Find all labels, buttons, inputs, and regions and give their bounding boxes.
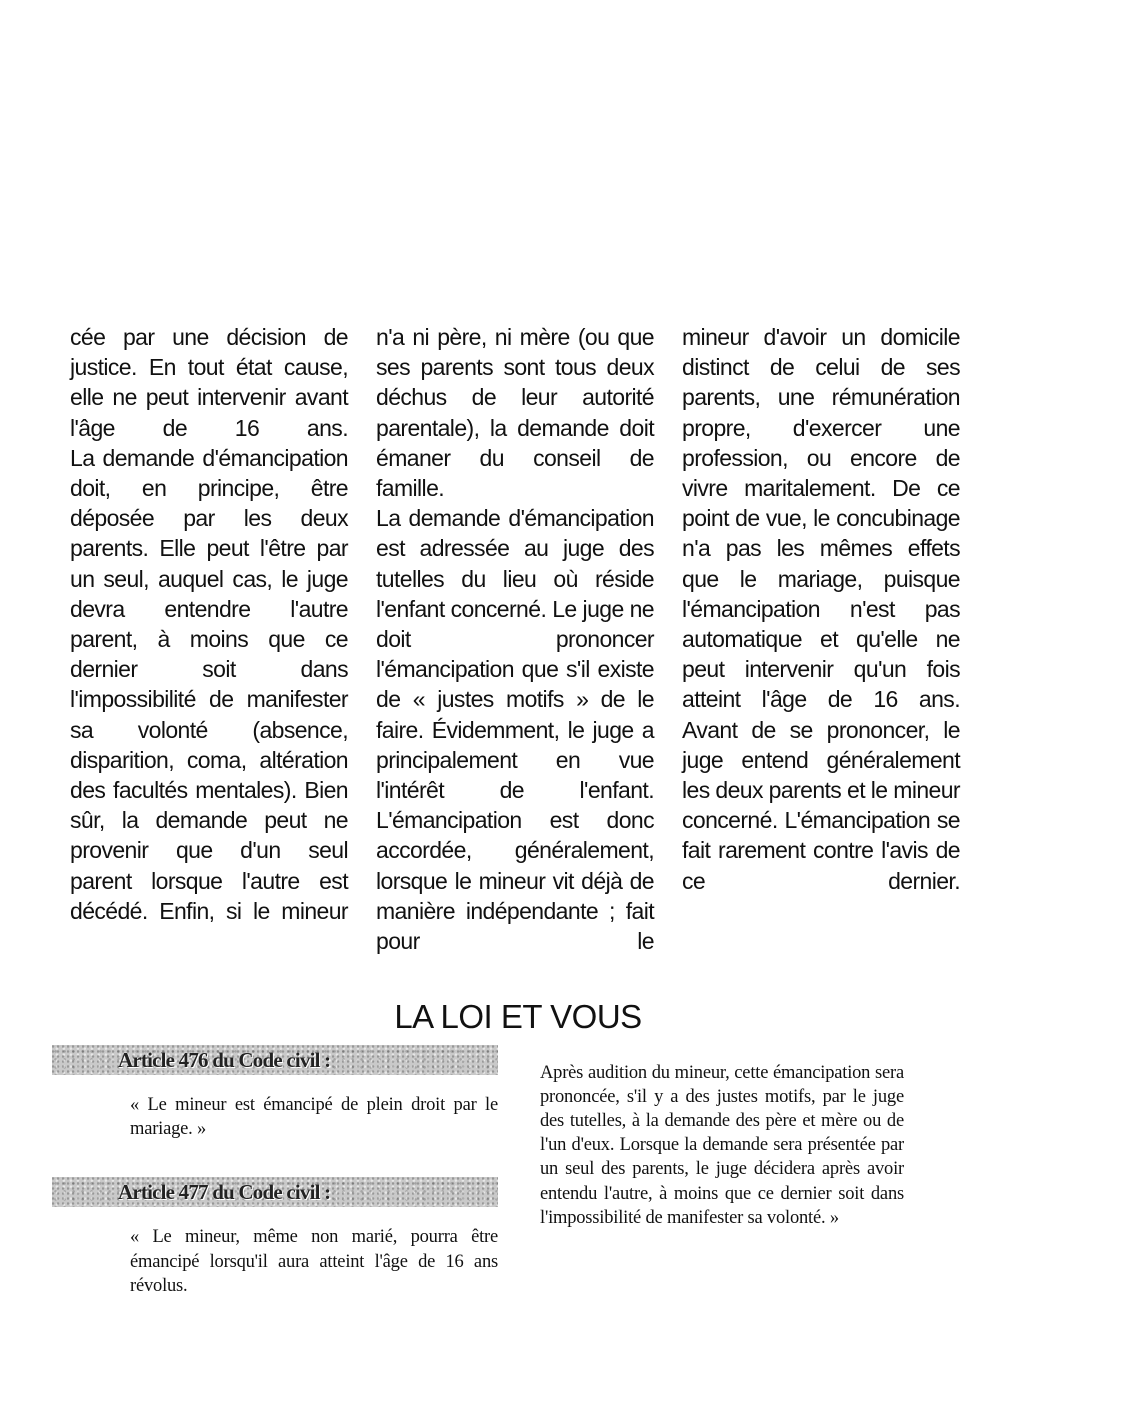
article-paragraph: La demande d'émancipation doit, en principe, être déposée par les deux parents. Elle peut l'être par un seul, auquel cas, le juge devra entendre l'autre parent, à moins que ce dernier soit dans l'impossibilité de manifester sa volonté (absence, disparition, coma, altération des facultés mentales). Bien sûr, la demande peut ne provenir que d'un seul parent lorsque l'autre est décédé. Enfin, si le mineur <box>70 444 348 924</box>
article-paragraph: La demande d'émancipation est adressée au juge des tutelles du lieu où réside l'enfant concerné. Le juge ne doit prononcer l'émancipation que s'il existe de « justes motifs » de le faire. Évidemment, le juge a principalement en vue l'intérêt de l'enfant. L'émancipation est donc accordée, généralement, lorsque le mineur vit déjà de manière indépendante ; fait pour le <box>376 505 654 955</box>
article-477-heading <box>52 1177 498 1207</box>
article-477-quote: « Le mineur, même non marié, pourra être émancipé lorsqu'il aura atteint l'âge de 16 ans révolus. <box>130 1227 498 1296</box>
article-476-quote: « Le mineur est émancipé de plein droit par le mariage. » <box>130 1095 498 1140</box>
section-title: LA LOI ET VOUS <box>394 998 642 1035</box>
article-paragraph: cée par une décision de justice. En tout état cause, elle ne peut intervenir avant l'âge de 16 ans. <box>70 324 348 441</box>
article-column-3 <box>682 322 960 956</box>
article-paragraph: mineur d'avoir un domicile distinct de celui de ses parents, une rémunération propre, d'exercer une profession, ou encore de vivre maritalement. De ce point de vue, le concubinage n'a pas les mêmes effets que le mariage, puisque l'émancipation n'est pas automatique et qu'elle ne peut intervenir qu'un fois atteint l'âge de 16 ans. <box>682 324 960 713</box>
article-heading-label: Article 476 du Code civil : <box>118 1048 331 1072</box>
article-column-2 <box>376 322 654 956</box>
article-columns <box>70 322 960 956</box>
article-476-heading <box>52 1045 498 1075</box>
article-477-continuation: Après audition du mineur, cette émancipation sera prononcée, s'il y a des justes motifs, par le juge des tutelles, à la demande des père et mère ou de l'un d'eux. Lorsque la demande sera présentée par un seul des parents, le juge décidera après avoir entendu l'autre, à moins que ce dernier soit dans l'impossibilité de manifester sa volonté. » <box>540 1062 904 1228</box>
article-paragraph: n'a ni père, ni mère (ou que ses parents sont tous deux déchus de leur autorité parentale), la demande doit émaner du conseil de famille. <box>376 324 654 502</box>
article-paragraph: Avant de se prononcer, le juge entend généralement les deux parents et le mineur concerné. L'émancipation se fait rarement contre l'avis de ce dernier. <box>682 716 960 894</box>
article-heading-label: Article 477 du Code civil : <box>118 1180 331 1205</box>
article-column-1 <box>70 322 348 956</box>
law-articles <box>52 1045 498 1298</box>
